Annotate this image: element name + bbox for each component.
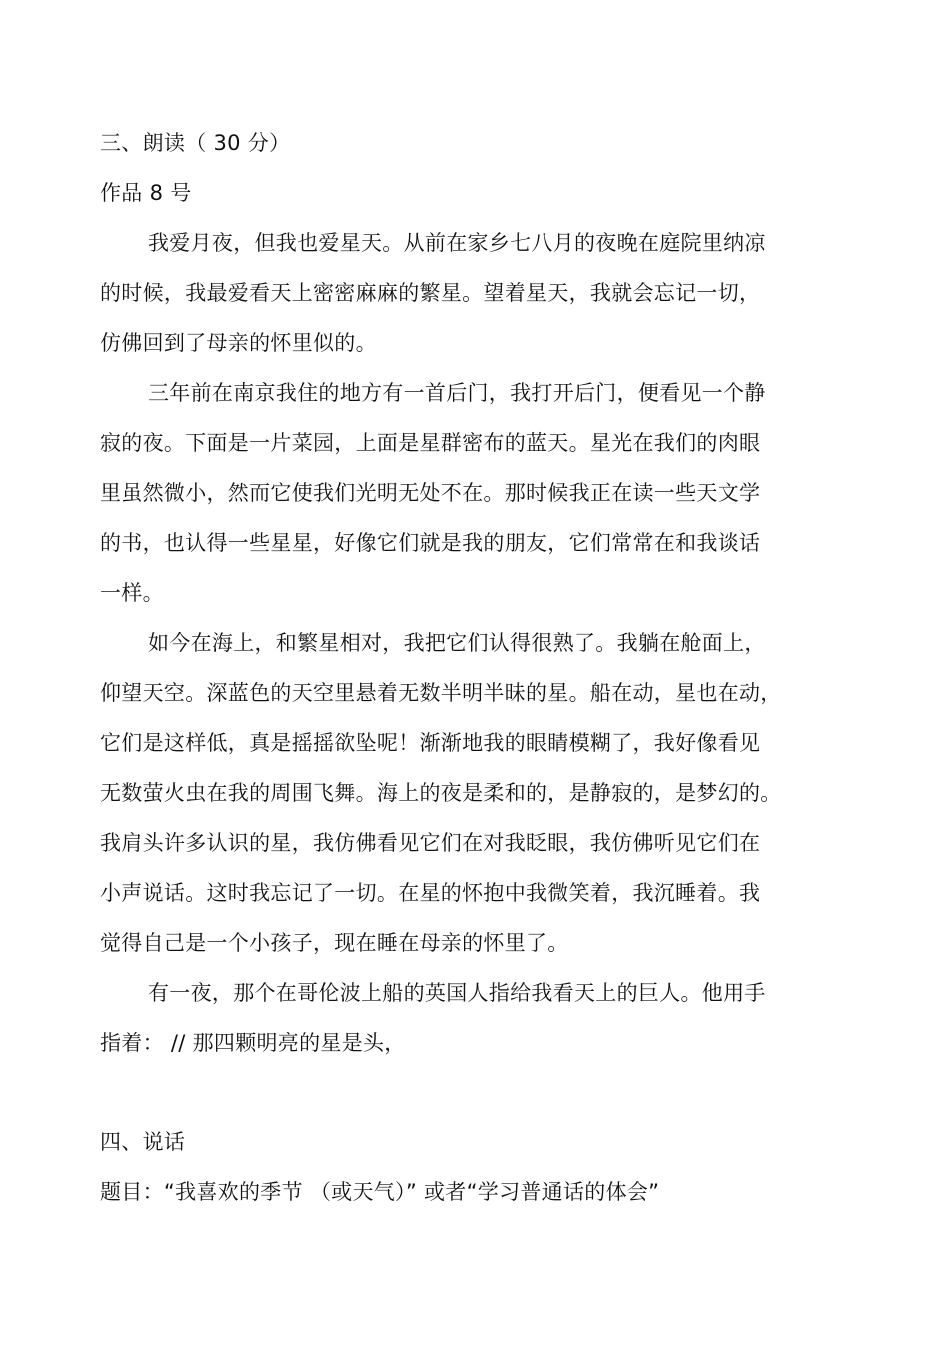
passage-line: 的时候，我最爱看天上密密麻麻的繁星。望着星天，我就会忘记一切， — [100, 281, 761, 305]
passage-line: 一样。 — [100, 581, 164, 605]
passage-line: 觉得自己是一个小孩子，现在睡在母亲的怀里了。 — [100, 931, 569, 955]
section-heading-reading: 三、朗读（ 30 分） — [100, 131, 291, 155]
passage-line: 无数萤火虫在我的周围飞舞。海上的夜是柔和的，是静寂的，是梦幻的。 — [100, 781, 782, 805]
passage-line: 寂的夜。下面是一片菜园，上面是星群密布的蓝天。星光在我们的肉眼 — [100, 431, 761, 455]
passage-line: 的书，也认得一些星星，好像它们就是我的朋友，它们常常在和我谈话 — [100, 531, 761, 555]
work-number-label: 作品 8 号 — [100, 181, 192, 205]
passage-line: 如今在海上，和繁星相对，我把它们认得很熟了。我躺在舱面上， — [148, 631, 766, 655]
passage-line: 仰望天空。深蓝色的天空里悬着无数半明半昧的星。船在动，星也在动， — [100, 681, 782, 705]
passage-line: 我爱月夜，但我也爱星天。从前在家乡七八月的夜晚在庭院里纳凉 — [148, 231, 766, 255]
passage-line: 仿佛回到了母亲的怀里似的。 — [100, 331, 377, 355]
passage-line: 小声说话。这时我忘记了一切。在星的怀抱中我微笑着，我沉睡着。我 — [100, 881, 761, 905]
passage-line: 我肩头许多认识的星，我仿佛看见它们在对我眨眼，我仿佛听见它们在 — [100, 831, 761, 855]
passage-line: 三年前在南京我住的地方有一首后门，我打开后门，便看见一个静 — [148, 381, 766, 405]
passage-line: 它们是这样低，真是摇摇欲坠呢！渐渐地我的眼睛模糊了，我好像看见 — [100, 731, 761, 755]
section-heading-speaking: 四、说话 — [100, 1130, 186, 1154]
passage-line: 指着： // 那四颗明亮的星是头， — [100, 1031, 406, 1055]
speaking-topic: 题目：“我喜欢的季节 （或天气）” 或者“学习普通话的体会” — [100, 1180, 660, 1204]
passage-line: 有一夜，那个在哥伦波上船的英国人指给我看天上的巨人。他用手 — [148, 981, 766, 1005]
passage-line: 里虽然微小，然而它使我们光明无处不在。那时候我正在读一些天文学 — [100, 481, 761, 505]
